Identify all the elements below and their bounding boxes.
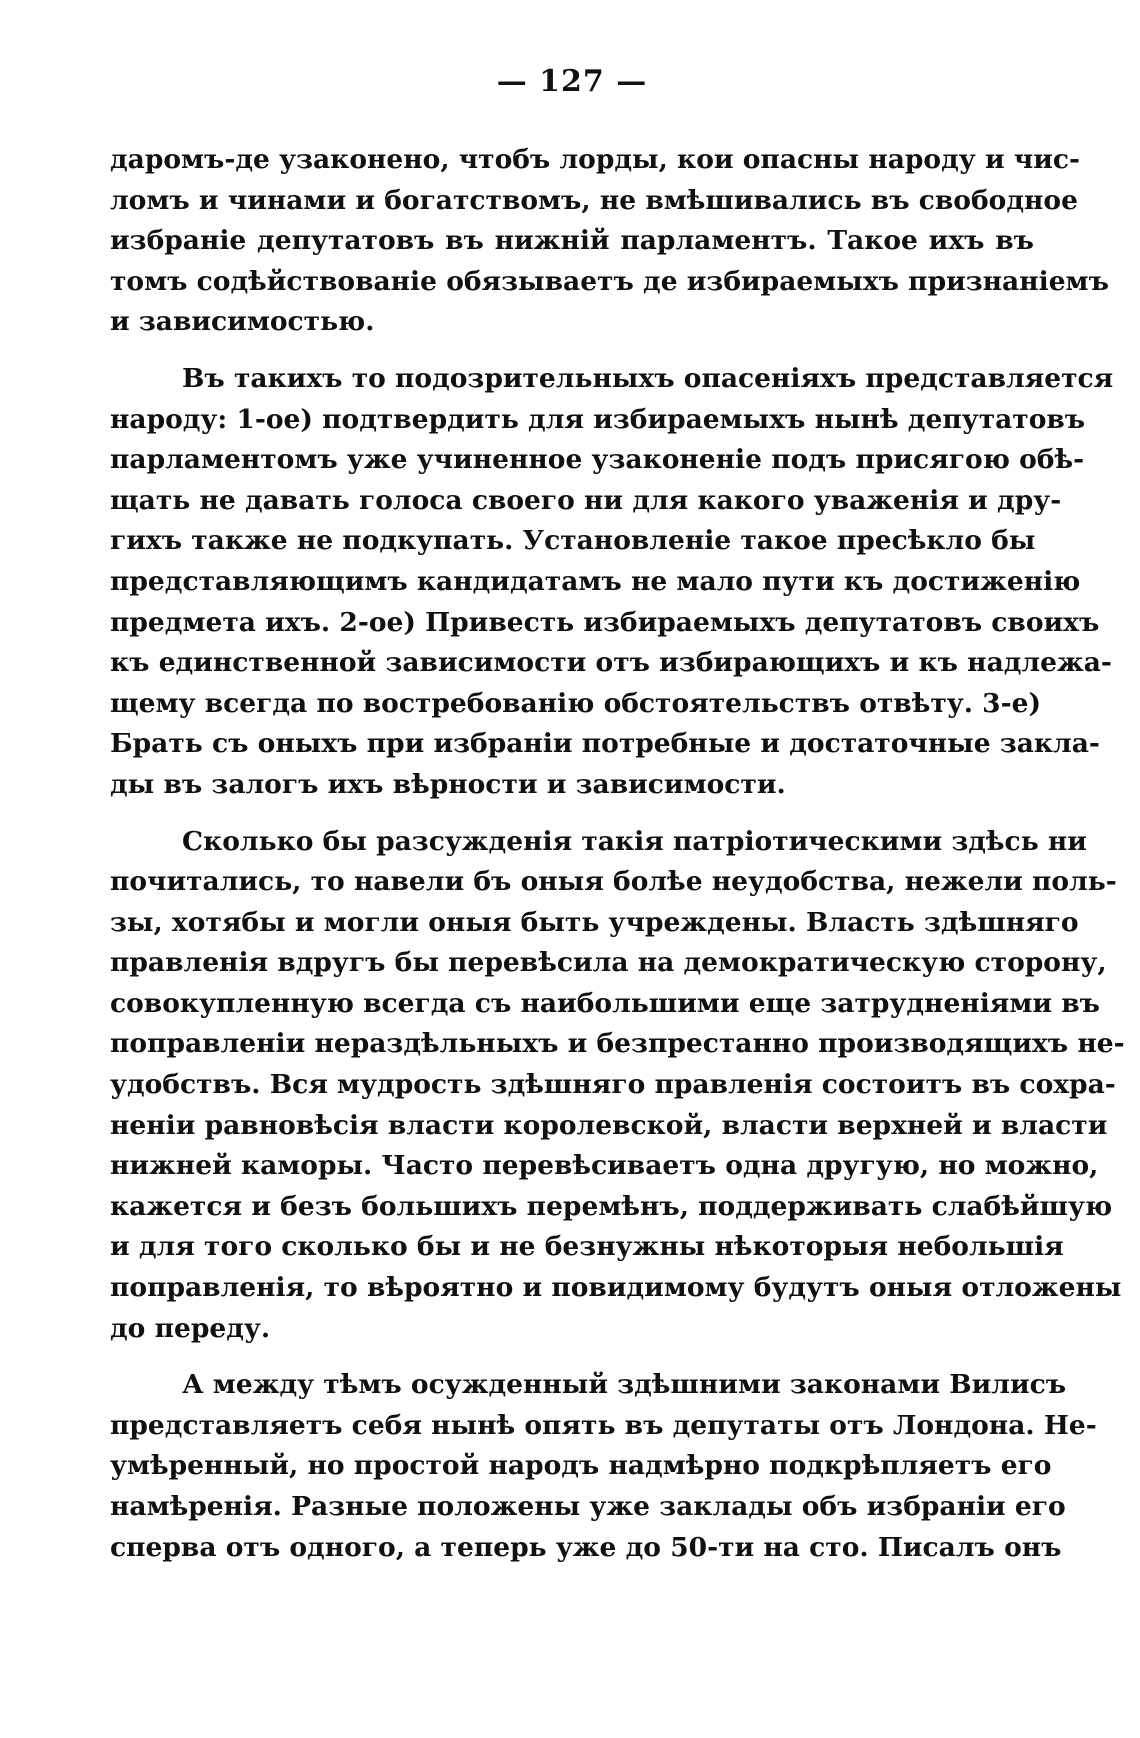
- text-line: парламентомъ уже учиненное узаконеніе подъ присягою обѣ-: [110, 444, 1085, 476]
- text-line: представляетъ себя нынѣ опять въ депутаты отъ Лондона. Не-: [110, 1409, 1097, 1441]
- text-line: сперва отъ одного, а теперь уже до 50-ти на сто. Писалъ онъ: [110, 1531, 1062, 1563]
- text-line: щать не давать голоса своего ни для какого уваженія и дру-: [110, 484, 1062, 516]
- text-line: удобствъ. Вся мудрость здѣшняго правленія состоитъ въ сохра-: [110, 1069, 1116, 1101]
- text-line: умѣренный, но простой народъ надмѣрно подкрѣпляетъ его: [110, 1450, 1052, 1482]
- text-line: и зависимостью.: [110, 306, 375, 338]
- paragraph-3: [110, 822, 1125, 1350]
- paragraph-1: [110, 140, 1109, 343]
- text-line: правленія вдругъ бы перевѣсила на демократическую сторону,: [110, 947, 1107, 979]
- text-line: Брать съ оныхъ при избраніи потребные и достаточные закла-: [110, 728, 1100, 760]
- paragraph-4: [110, 1365, 1097, 1568]
- text-line: представляющимъ кандидатамъ не мало пути къ достиженію: [110, 565, 1081, 597]
- text-line: до переду.: [110, 1312, 271, 1344]
- text-line: предмета ихъ. 2-ое) Привесть избираемыхъ депутатовъ своихъ: [110, 606, 1100, 638]
- text-line: томъ содѣйствованіе обязываетъ де избираемыхъ признаніемъ: [110, 265, 1109, 297]
- paragraph-2: [110, 359, 1114, 806]
- text-line: гихъ также не подкупать. Установленіе такое пресѣкло бы: [110, 525, 1036, 557]
- text-line: совокупленную всегда съ наибольшими еще затрудненіями въ: [110, 987, 1100, 1019]
- text-line: къ единственной зависимости отъ избирающихъ и къ надлежа-: [110, 647, 1112, 679]
- text-line: избраніе депутатовъ въ нижній парламентъ. Такое ихъ въ: [110, 225, 1034, 257]
- text-line: неніи равновѣсія власти королевской, власти верхней и власти: [110, 1109, 1108, 1141]
- page-number: — 127 —: [496, 64, 648, 99]
- text-line: поправленіи нераздѣльныхъ и безпрестанно производящихъ не-: [110, 1028, 1125, 1060]
- text-line: поправленія, то вѣроятно и повидимому будутъ оныя отложены: [110, 1272, 1122, 1304]
- text-line: кажется и безъ большихъ перемѣнъ, поддерживать слабѣйшую: [110, 1190, 1113, 1222]
- text-line: почитались, то навели бъ оныя болѣе неудобства, нежели поль-: [110, 866, 1117, 898]
- text-line: нижней каморы. Часто перевѣсиваетъ одна другую, но можно,: [110, 1150, 1099, 1182]
- text-line: даромъ-де узаконено, чтобъ лорды, кои опасны народу и чис-: [110, 144, 1081, 175]
- text-line: А между тѣмъ осужденный здѣшними законами Вилисъ: [182, 1369, 1067, 1401]
- text-line: народу: 1-ое) подтвердить для избираемыхъ нынѣ депутатовъ: [110, 403, 1086, 435]
- text-line: ломъ и чинами и богатствомъ, не вмѣшивались въ свободное: [110, 184, 1078, 216]
- text-line: и для того сколько бы и не безнужны нѣкоторыя небольшія: [110, 1231, 1064, 1263]
- text-line: Сколько бы разсужденія такія патріотическими здѣсь ни: [182, 825, 1087, 857]
- text-line: зы, хотябы и могли оныя быть учреждены. Власть здѣшняго: [110, 906, 1079, 938]
- text-line: щему всегда по востребованію обстоятельствъ отвѣту. 3-е): [110, 687, 1042, 719]
- text-line: ды въ залогъ ихъ вѣрности и зависимости.: [110, 768, 786, 800]
- text-line: Въ такихъ то подозрительныхъ опасеніяхъ представляется: [182, 362, 1114, 394]
- body-text: [110, 140, 1125, 1568]
- text-line: намѣренія. Разные положены уже заклады объ избраніи его: [110, 1491, 1066, 1522]
